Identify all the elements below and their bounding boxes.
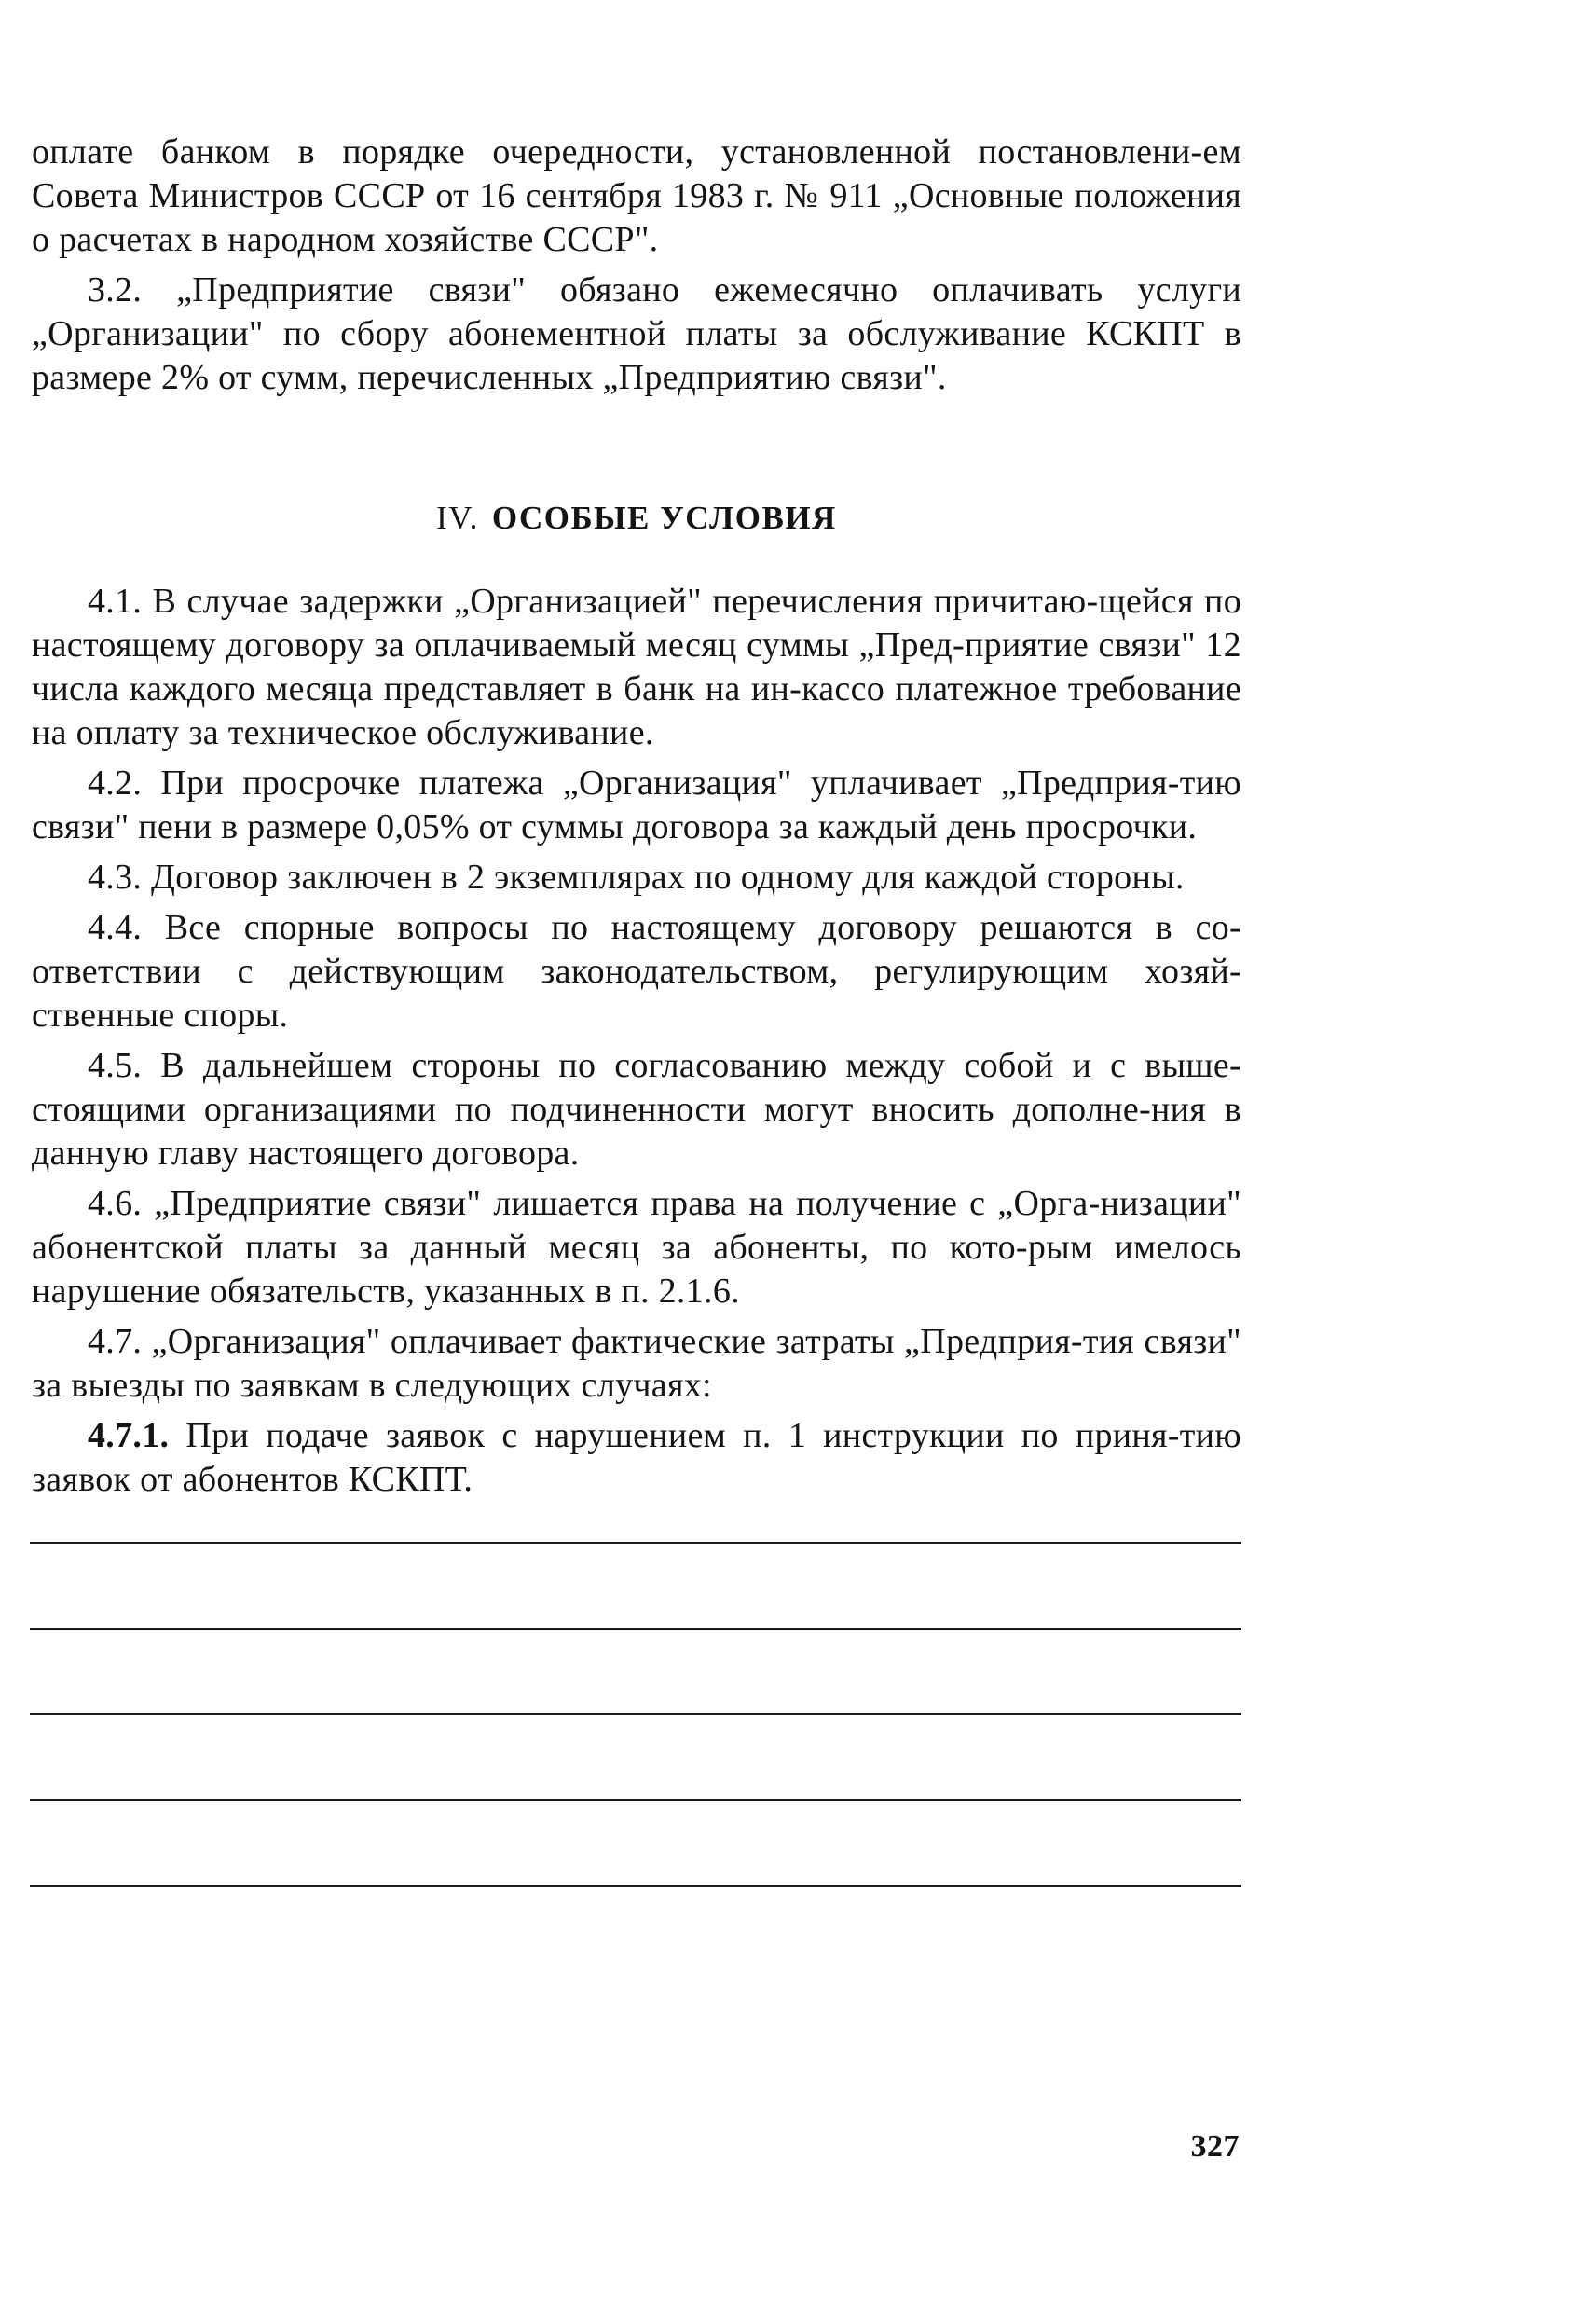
paragraph-4-3: 4.3. Договор заключен в 2 экземплярах по одному для каждой стороны. [88,858,1185,897]
section-number: IV. [436,500,479,536]
paragraph-4-6: 4.6. „Предприятие связи" лишается права на получение с „Орга-низации" абонентской платы за данный месяц за абоненты, по кото-рым имелось нарушение обязательств, указанных в п. 2.1.6. [32,1184,1241,1311]
page-number: 327 [1190,2129,1240,2164]
paragraph-4-7: 4.7. „Организация" оплачивает фактические затраты „Предприя-тия связи" за выезды по заявкам в следующих случаях: [32,1322,1241,1405]
paragraph-4-7-1-text: При подаче заявок с нарушением п. 1 инструкции по приня-тию заявок от абонентов КСКПТ. [32,1416,1241,1499]
blank-line [30,1799,1241,1801]
blank-line [30,1542,1241,1544]
paragraph-4-7-1-number: 4.7.1. [88,1416,170,1455]
paragraph-continuation: оплате банком в порядке очередности, установленной постановлени-ем Совета Министров СССР от 16 сентября 1983 г. № 911 „Основные положения о расчетах в народном хозяйстве СССР". [32,132,1241,259]
section-heading [32,498,1241,539]
section-title: ОСОБЫЕ УСЛОВИЯ [491,500,837,536]
paragraph-4-2: 4.2. При просрочке платежа „Организация" уплачивает „Предприя-тию связи" пени в размере 0,05% от суммы договора за каждый день просрочки. [32,763,1241,846]
blank-fill-lines [30,1542,1241,1971]
paragraph-4-5: 4.5. В дальнейшем стороны по согласованию между собой и с выше-стоящими организациями по подчиненности могут вносить дополне-ния в данную главу настоящего договора. [32,1046,1241,1173]
paragraph-3-2: 3.2. „Предприятие связи" обязано ежемесячно оплачивать услуги „Организации" по сбору абонементной платы за обслуживание КСКПТ в размере 2% от сумм, перечисленных „Предприятию связи". [32,270,1241,397]
document-body [32,131,1241,1502]
blank-line [30,1885,1241,1887]
paragraph-4-4: 4.4. Все спорные вопросы по настоящему договору решаются в со-ответствии с действующим законодательством, регулирующим хозяй-ственные споры. [32,908,1241,1035]
paragraph-4-7-1 [32,1414,1241,1502]
paragraph-4-1: 4.1. В случае задержки „Организацией" перечисления причитаю-щейся по настоящему договору за оплачиваемый месяц суммы „Пред-приятие связи" 12 числа каждого месяца представляет в банк на ин-кассо платежное требование на оплату за техническое обслуживание. [32,582,1241,752]
blank-line [30,1628,1241,1630]
blank-line [30,1713,1241,1715]
